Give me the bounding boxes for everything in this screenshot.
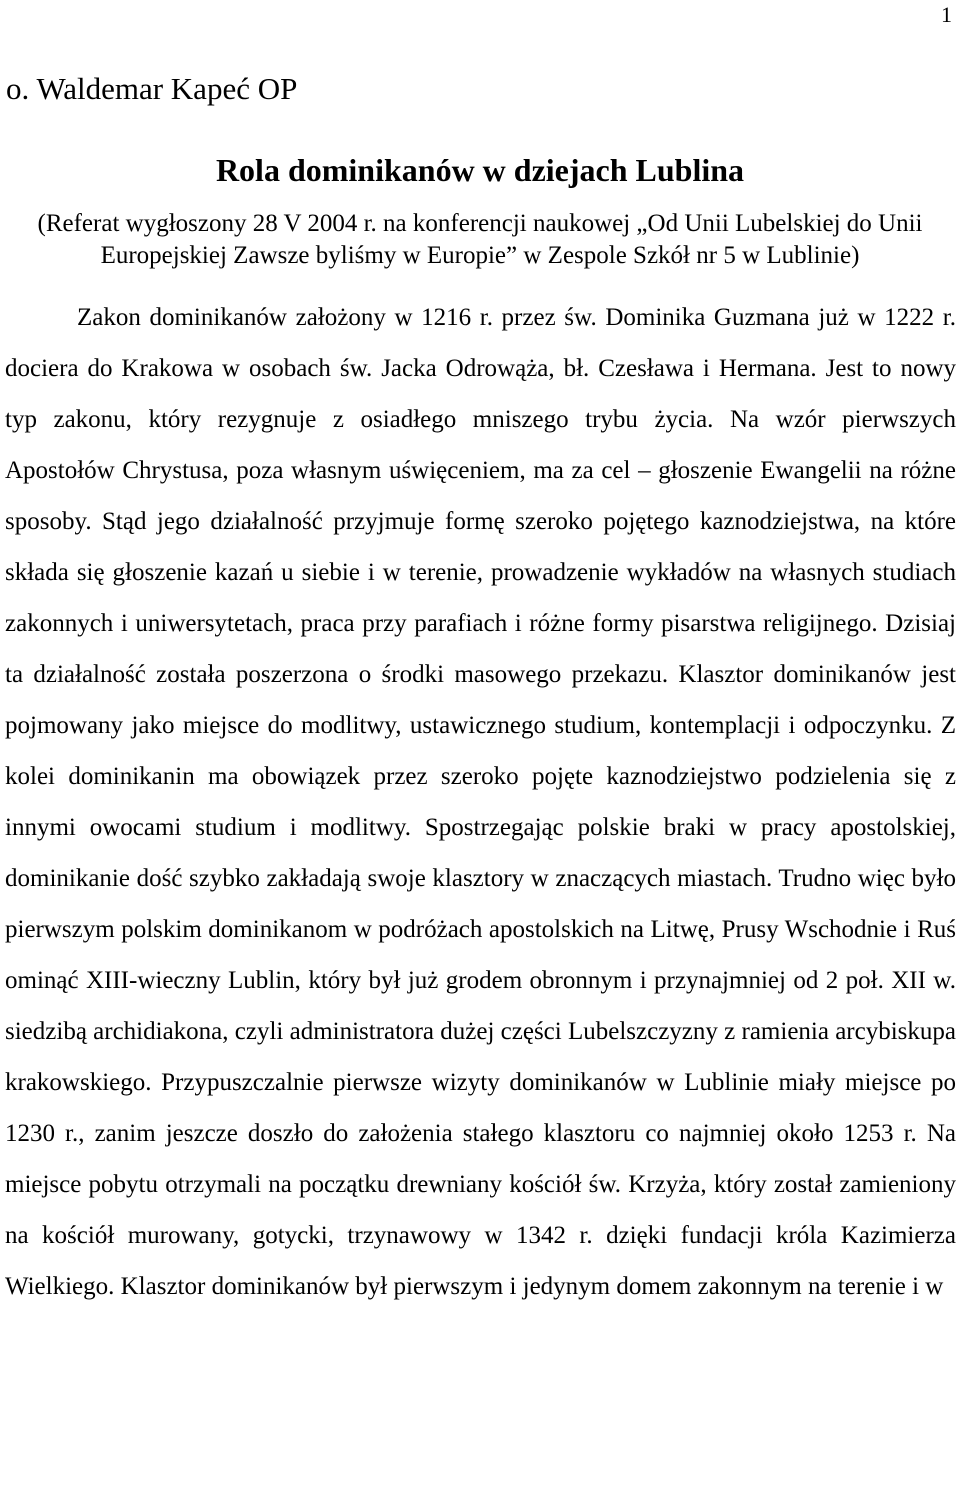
document-title: Rola dominikanów w dziejach Lublina: [215, 152, 745, 188]
body-paragraph: Zakon dominikanów założony w 1216 r. przez św. Dominika Guzmana już w 1222 r. dociera do Krakowa w osobach św. Jacka Odrowąża, bł. Czesława i Hermana. Jest to nowy typ zakonu, który rezygnuje z osiadłego mniszego trybu życia. Na wzór pierwszych Apostołów Chrystusa, poza własnym uświęceniem, ma za cel – głoszenie Ewangelii na różne sposoby. Stąd jego działalność przyjmuje formę szeroko pojętego kaznodziejstwa, na które składa się głoszenie kazań u siebie i w terenie, prowadzenie wykładów na własnych studiach zakonnych i uniwersytetach, praca przy parafiach i różne formy pisarstwa religijnego. Dzisiaj ta działalność została poszerzona o środki masowego przekazu. Klasztor dominikanów jest pojmowany jako miejsce do modlitwy, ustawicznego studium, kontemplacji i odpoczynku. Z kolei dominikanin ma obowiązek przez szeroko pojęte kaznodziejstwo podzielenia się z innymi owocami studium i modlitwy. Spostrzegając polskie braki w pracy apostolskiej, dominikanie dość szybko zakładają swoje klasztory w znaczących miastach. Trudno więc było pierwszym polskim dominikanom w podróżach apostolskich na Litwę, Prusy Wschodnie i Ruś ominąć XIII-wieczny Lublin, który był już grodem obronnym i przynajmniej od 2 poł. XII w. siedzibą archidiakona, czyli administratora dużej części Lubelszczyzny z ramienia arcybiskupa krakowskiego. Przypuszczalnie pierwsze wizyty dominikanów w Lublinie miały miejsce po 1230 r., zanim jeszcze doszło do założenia stałego klasztoru co najmniej około 1253 r. Na miejsce pobytu otrzymali na początku drewniany kościół św. Krzyża, który został zamieniony na kościół murowany, gotycki, trzynawowy w 1342 r. dzięki fundacji króla Kazimierza Wielkiego. Klasztor dominikanów był pierwszym i jedynym domem zakonnym na terenie i w: [5, 304, 956, 1300]
document-subtitle: (Referat wygłoszony 28 V 2004 r. na konferencji naukowej „Od Unii Lubelskiej do Unii Europejskiej Zawsze byliśmy w Europie” w Zespole Szkół nr 5 w Lublinie): [37, 210, 923, 269]
author-line: o. Waldemar Kapeć OP: [6, 71, 298, 106]
page-number: 1: [941, 2, 952, 27]
